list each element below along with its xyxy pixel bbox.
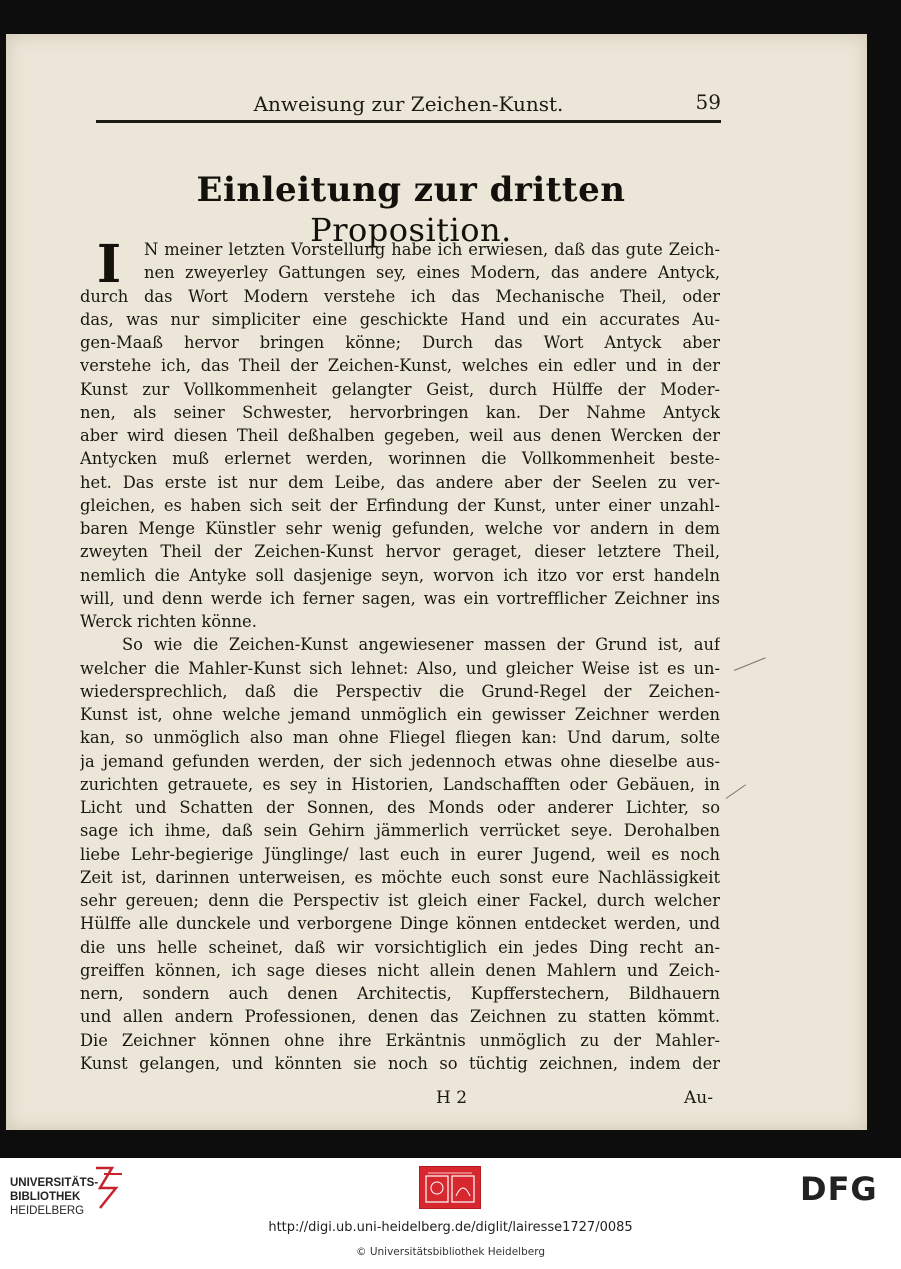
- footer: [0, 1158, 901, 1269]
- permalink[interactable]: http://digi.ub.uni-heidelberg.de/diglit/lairesse1727/0085: [268, 1220, 633, 1235]
- text-line: will, und denn werde ich ferner sagen, was ein vortrefflicher Zeichner ins: [80, 588, 720, 608]
- body-text: [80, 234, 720, 1075]
- text-line: sehr gereuen; denn die Perspectiv ist gleich einer Fackel, durch welcher: [80, 891, 720, 910]
- text-line: verstehe ich, das Theil der Zeichen-Kunst, welches ein edler und in der: [80, 356, 720, 376]
- text-line: greiffen können, ich sage dieses nicht allein denen Mahlern und Zeich-: [80, 960, 720, 980]
- library-name-line: BIBLIOTHEK: [10, 1191, 81, 1203]
- text-line: zweyten Theil der Zeichen-Kunst hervor geraget, dieser letztere Theil,: [80, 542, 720, 562]
- copyright-notice: © Universitätsbibliothek Heidelberg: [355, 1246, 545, 1258]
- text-line: Antycken muß erlernet werden, worinnen die Vollkommenheit beste-: [80, 449, 720, 469]
- text-line: nen zweyerley Gattungen sey, eines Modern, das andere Antyck,: [144, 263, 720, 283]
- text-line: das, was nur simpliciter eine geschickte Hand und ein accurates Au-: [80, 309, 720, 329]
- text-line: sage ich ihme, daß sein Gehirn jämmerlich verrücket seye. Derohalben: [80, 821, 720, 841]
- text-line: So wie die Zeichen-Kunst angewiesener massen der Grund ist, auf: [122, 635, 720, 655]
- text-line: Hülffe alle dunckele und verborgene Dinge können entdecket werden, und: [80, 914, 720, 934]
- text-line: und allen andern Professionen, denen das Zeichnen zu statten kömmt.: [80, 1007, 720, 1027]
- running-head: [96, 82, 721, 116]
- library-name[interactable]: [10, 1176, 98, 1218]
- header-rule: [96, 120, 721, 123]
- book-page: [6, 34, 867, 1130]
- text-line: Kunst ist, ohne welche jemand unmöglich ein gewisser Zeichner werden: [80, 705, 720, 724]
- text-line: gleichen, es haben sich seit der Erfindung der Kunst, unter einer unzahl-: [80, 495, 720, 515]
- text-line: Die Zeichner können ohne ihre Erkäntnis unmöglich zu der Mahler-: [80, 1030, 720, 1050]
- text-line: aber wird diesen Theil deßhalben gegeben, weil aus denen Wercken der: [80, 426, 720, 445]
- running-head-title: Anweisung zur Zeichen-Kunst.: [253, 92, 564, 116]
- text-line: gen-Maaß hervor bringen könne; Durch das Wort Antyck aber: [80, 333, 720, 352]
- digitization-project-logo[interactable]: [419, 1166, 481, 1209]
- text-line: Licht und Schatten der Sonnen, des Monds oder anderer Lichter, so: [80, 798, 720, 817]
- text-line: wiedersprechlich, daß die Perspectiv die Grund-Regel der Zeichen-: [80, 681, 720, 701]
- text-line: Kunst zur Vollkommenheit gelangter Geist, durch Hülffe der Moder-: [80, 379, 720, 399]
- margin-pencil-mark: [734, 657, 766, 671]
- text-line: baren Menge Künstler sehr wenig gefunden, welche vor andern in dem: [80, 519, 720, 538]
- drop-cap: I: [96, 234, 122, 295]
- text-line: welcher die Mahler-Kunst sich lehnet: Also, und gleicher Weise ist es un-: [80, 658, 720, 678]
- text-line: Zeit ist, darinnen unterweisen, es möchte euch sonst eure Nachlässigkeit: [80, 867, 720, 887]
- text-line: nern, sondern auch denen Architectis, Kupfferstechern, Bildhauern: [80, 984, 720, 1003]
- chapter-title-fraktur: Einleitung zur dritten: [196, 170, 626, 210]
- dfg-logo[interactable]: DFG: [800, 1170, 878, 1208]
- chapter-title-roman: Proposition.: [310, 211, 512, 249]
- university-library-logo-icon[interactable]: [92, 1164, 128, 1212]
- page-number: 59: [695, 90, 721, 114]
- text-line: durch das Wort Modern verstehe ich das Mechanische Theil, oder: [80, 286, 720, 306]
- text-line: Kunst gelangen, und könnten sie noch so tüchtig zeichnen, indem der: [80, 1053, 720, 1073]
- text-line: N meiner letzten Vorstellung habe ich erwiesen, daß das gute Zeich-: [144, 240, 720, 259]
- book-illustration-icon: [422, 1170, 478, 1206]
- library-name-line: HEIDELBERG: [10, 1205, 85, 1217]
- text-line: zurichten getrauete, es sey in Historien, Landschafften oder Gebäuen, in: [80, 774, 720, 794]
- library-name-line: UNIVERSITÄTS-: [10, 1177, 99, 1189]
- catchword: Au-: [684, 1088, 713, 1108]
- text-line: liebe Lehr-begierige Jünglinge/ last euch in eurer Jugend, weil es noch: [80, 844, 720, 864]
- text-line: ja jemand gefunden werden, der sich jedennoch etwas ohne dieselbe aus-: [80, 751, 720, 771]
- text-line: het. Das erste ist nur dem Leibe, das andere aber der Seelen zu ver-: [80, 472, 720, 492]
- text-line: nen, als seiner Schwester, hervorbringen kan. Der Nahme Antyck: [80, 402, 720, 422]
- text-line: Werck richten könne.: [80, 612, 257, 631]
- text-line: kan, so unmöglich also man ohne Fliegel fliegen kan: Und darum, solte: [80, 728, 720, 748]
- signature-mark: H 2: [436, 1088, 468, 1108]
- text-line: nemlich die Antyke soll dasjenige seyn, worvon ich itzo vor erst handeln: [80, 565, 720, 585]
- margin-pencil-mark: [726, 784, 746, 799]
- text-line: die uns helle scheinet, daß wir vorsichtiglich ein jedes Ding recht an-: [80, 937, 720, 957]
